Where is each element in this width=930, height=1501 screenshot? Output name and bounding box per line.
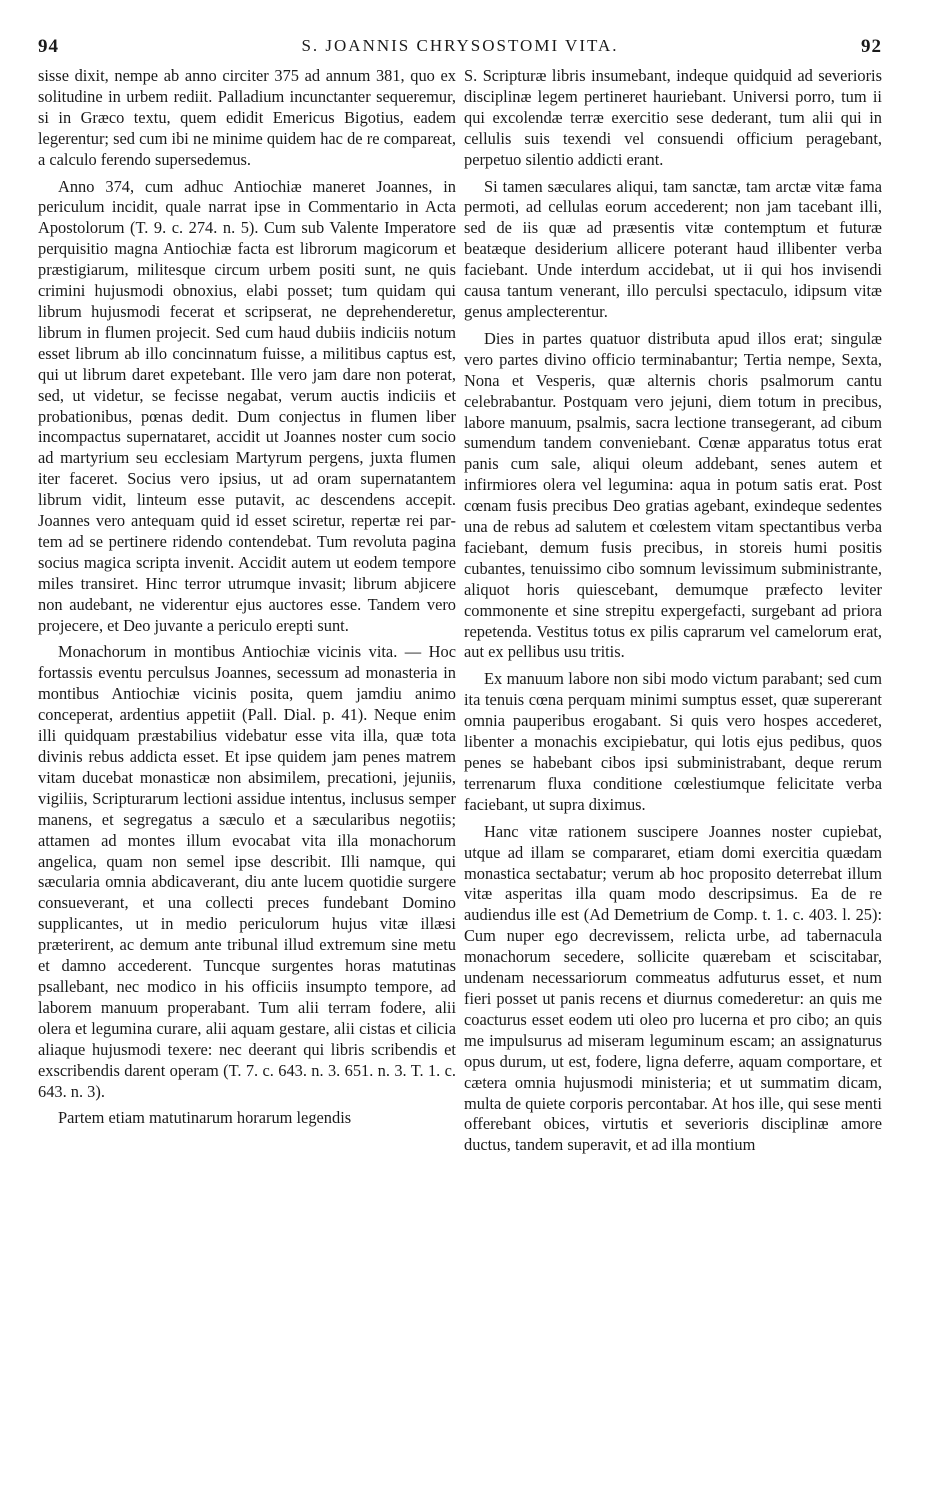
running-title: S. JOANNIS CHRYSOSTOMI VITA.: [301, 36, 619, 55]
page-number-right: 92: [861, 36, 882, 57]
running-header: [38, 30, 882, 64]
paragraph: Monachorum in montibus Antiochiæ vicinis vita. — Hoc fortassis eventu perculsus Joannes, secessum ad monasteria in montibus Antiochiæ vicinis posita, quem jamdiu animo conceperat, ardentius appetiit (Pall. Dial. p. 41). Neque enim illi quidquam præstabilius videbatur esse vita illa, quæ tota divinis rebus addicta esset. Et ipse quidem jam penes matrem vitam ducebat monasticæ non absimilem, precationi, jejuniis, vigiliis, Scripturarum lectioni assidue intentus, inclusus semper manens, et segregatus a sæculo et a sæcularibus negotiis; attamen ad montes illum evocabat vita illa monachorum angelica, quam non semel ipse describit. Illi namque, qui sæcularia omnia abdicaverant, diu ante lucem quotidie surgere consueverant, et una collecti preces fundebant Domino supplicantes, ut in medio periculorum hujus vitæ illæsi præterirent, ac demum ante tribunal illud extremum sine metu et damno accederent. Tuncque surgentes horas matutinas psallebant, nec modico in his officiis insumpto tempore, ad laborem manuum properabant. Tum alii terram fodere, alii olera et legumina curare, alii aquam gestare, alii cistas et cilicia aliaque hujusmodi texere: nec deerant qui libris scribendis et exscribendis darent operam (T. 7. c. 643. n. 3. 651. n. 3. T. 1. c. 643. n. 3).: [38, 642, 456, 1101]
page-number-left: 94: [38, 36, 59, 57]
paragraph: Dies in partes quatuor distributa apud illos erat; singulæ vero partes divino officio terminabantur; Tertia nempe, Sexta, Nona et Vesperis, quæ alternis choris psalmorum cantu celebrabantur. Postquam vero jejuni, diem totum in precibus, labore manuum, psalmis, sacra lectione transegerant, ad cibum sumendum tandem conveniebant. Cœnæ apparatus totus erat panis cum sale, aliqui oleum addebant, senes autem et infirmiores olera vel legumina: aqua in potum satis erat. Post cœnam fusis precibus Deo gratias agebant, exindeque sedentes una de rebus ad salutem et cœlestem vitam spectantibus verba faciebant, demum fusis precibus, in storeis humi positis cubantes, tenuissimo cibo somnum levissimum subministrante, aliquot horis quiescebant, demumque præfecto leviter commonente et sine strepitu expergefacti, surgebant ad priora repetenda. Vestitus totus ex pilis caprarum vel camelorum erat, aut ex pellibus usu tritis.: [464, 328, 882, 662]
left-column: [38, 66, 456, 1156]
paragraph: Hanc vitæ rationem suscipere Joannes noster cupiebat, utque ad illam se compararet, etiam domi exercitia quædam monastica sectabatur; verum ab hoc proposito deterrebat illum vitæ asperitas illa quam modo descripsimus. Ea de re audiendus ille est (Ad Demetrium de Comp. t. 1. c. 403. l. 25): Cum nuper ego decrevissem, relicta urbe, ad tabernacula monachorum secedere, sollicite quærebam et sciscitabar, undenam necessariorum commeatus adfuturus esset, et num fieri posset ut panis recens et diurnus comederetur: an quis me coacturus esset eodem uti oleo pro lucerna et pro cibo; an quis me impulsurus ad miseram leguminum escam; an assignaturus opus durum, ut est, fodere, ligna deferre, aquam comportare, et cætera omnia hujusmodi ministeria; et ut summatim dicam, multa de quiete corporis percontabar. At hos ille, qui sese menti offerebant obices, virtutis et severioris disciplinæ amore ductus, tandem superavit, et ad illa montium: [464, 821, 882, 1155]
paragraph: S. Scripturæ libris insumebant, indeque quidquid ad severioris disciplinæ legem pertineret hauriebant. Universi porro, tum ii qui excolendæ terræ exercitio sese dederant, tum alii qui in cellulis suis texendi vel consuendi officium peragebant, perpetuo silentio addicti erant.: [464, 66, 882, 169]
paragraph: Anno 374, cum adhuc Antiochiæ maneret Joannes, in periculum incidit, quale narrat ipse in Commentario in Acta Apostolorum (T. 9. c. 274. n. 5). Cum sub Valente Imperatore perquisitio magna Antiochiæ facta est librorum magicorum et præstigiarum, militesque circum urbem positi sunt, ne quis crimini hujusmodi obnoxius, elabi posset; tum quidam qui librum hujusmodi fecerat et scripserat, ne deprehenderetur, librum in flumen projecit. Sed cum haud dubiis indiciis notum esset librum ab illo concinnatum fuisse, a militibus captus est, qui ut librum daret expetebant. Ille vero jam dare non poterat, sed, ut videtur, se fecisse negabat, verum auctis indiciis et probationibus, pœnas dedit. Dum conjectus in flumen liber incompactus supernataret, accidit ut Joannes noster cum socio ad martyrium seu ecclesiam Martyrum pergens, juxta flumen iter faceret. Socius vero ipsius, ut ad oram supernatantem librum vidit, linteum esse putavit, ac descendens accepit. Joannes vero antequam quid id esset sciretur, repertæ rei partem ad se pertinere ridendo contendebat. Tum revoluta pagina socius magica scripta invenit. Accidit autem ut eodem tempore miles transiret. Hinc terror utrumque invasit; librum abjicere non audebant, ne viderentur ejus auctores esse. Tandem vero projecere, et Deo juvante a periculo erepti sunt.: [38, 176, 456, 635]
paragraph: Partem etiam matutinarum horarum legendis: [58, 1108, 352, 1128]
paragraph: Ex manuum labore non sibi modo victum parabant; sed cum ita tenuis cœna perquam minimi sumptus esset, quæ supererant omnia pauperibus erogabant. Si quis vero hospes accederet, libenter a monachis excipiebatur, qui lotis ejus pedibus, quos penes se habebant cibos ipsi subministrabant, deque rerum terrenarum fluxa conditione cœlestiumque felicitate verba faciebant, ut supra diximus.: [464, 669, 882, 814]
right-column: [464, 66, 882, 1156]
paragraph: sisse dixit, nempe ab anno circiter 375 ad annum 381, quo ex solitudine in urbem rediit. Palladium incunctanter sequeremur, si in Græco textu, quem edidit Emericus Bigotius, eadem legerentur; sed cum ibi ne minime quidem hac de re compareat, a calculo ferendo supersedemus.: [38, 66, 456, 169]
paragraph: Si tamen sæculares aliqui, tam sanctæ, tam arctæ vitæ fama permoti, ad cellulas eorum accederent; non jam tacebant illi, sed de iis quæ ad præsentis vitæ contemptum et futuræ beatæque desiderium allicere poterant haud illibenter verba faciebant. Unde interdum accidebat, ut ii qui hos invisendi causa tantum venerant, illo perculsi spectaculo, idipsum vitæ genus amplecterentur.: [464, 176, 882, 321]
text-columns: [38, 66, 882, 1156]
